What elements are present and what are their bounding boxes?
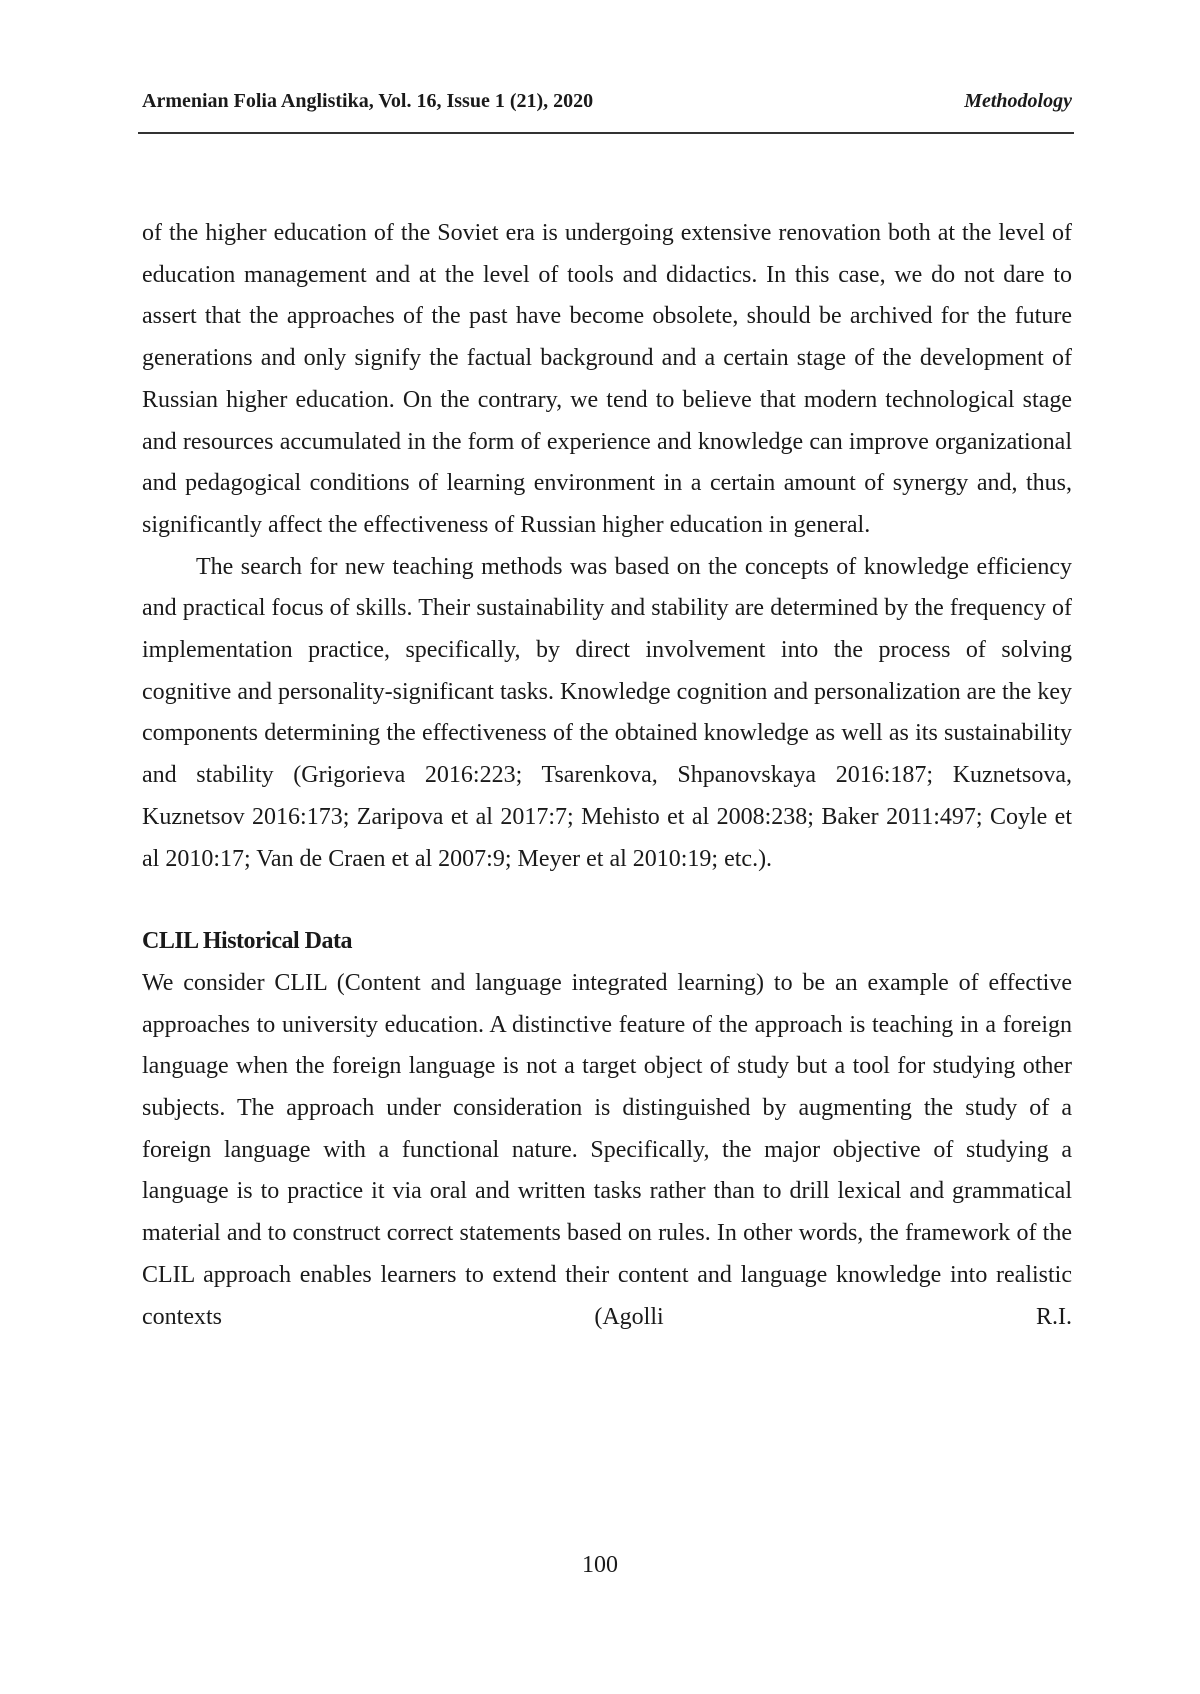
section-heading: CLIL Historical Data	[142, 928, 352, 955]
journal-title: Armenian Folia Anglistika, Vol. 16, Issue 1 (21), 2020	[142, 90, 594, 112]
section-paragraph: We consider CLIL (Content and language integrated learning) to be an example of effective approaches to university education. A distinctive feature of the approach is teaching in a foreign language when the foreign language is not a target object of study but a tool for studying other subjects. The approach under consideration is distinguished by augmenting the study of a foreign language with a functional nature. Specifically, the major objective of studying a language is to practice it via oral and written tasks rather than to drill lexical and grammatical material and to construct correct statements based on rules. In other words, the framework of the CLIL approach enables learners to extend their content and language knowledge into realistic contexts (Agolli R.I.	[142, 969, 1072, 1330]
page-number: 100	[582, 1552, 618, 1578]
section-name: Methodology	[964, 90, 1072, 112]
header-divider	[138, 132, 1074, 134]
page-body	[142, 213, 1072, 1338]
body-paragraph-2: The search for new teaching methods was based on the concepts of knowledge efficiency and practical focus of skills. Their sustainability and stability are determined by the frequency of implementation practice, specifically, by direct involvement into the process of solving cognitive and personality-significant tasks. Knowledge cognition and personalization are the key components determining the effectiveness of the obtained knowledge as well as its sustainability and stability (Grigorieva 2016:223; Tsarenkova, Shpanovskaya 2016:187; Kuznetsova, Kuznetsov 2016:173; Zaripova et al 2017:7; Mehisto et al 2008:238; Baker 2011:497; Coyle et al 2010:17; Van de Craen et al 2007:9; Meyer et al 2010:19; etc.).	[142, 553, 1072, 872]
body-paragraph-1: of the higher education of the Soviet era is undergoing extensive renovation both at the level of education management and at the level of tools and didactics. In this case, we do not dare to assert that the approaches of the past have become obsolete, should be archived for the future generations and only signify the factual background and a certain stage of the development of Russian higher education. On the contrary, we tend to believe that modern technological stage and resources accumulated in the form of experience and knowledge can improve organizational and pedagogical conditions of learning environment in a certain amount of synergy and, thus, significantly affect the effectiveness of Russian higher education in general.	[142, 220, 1072, 538]
running-header	[142, 90, 1072, 113]
